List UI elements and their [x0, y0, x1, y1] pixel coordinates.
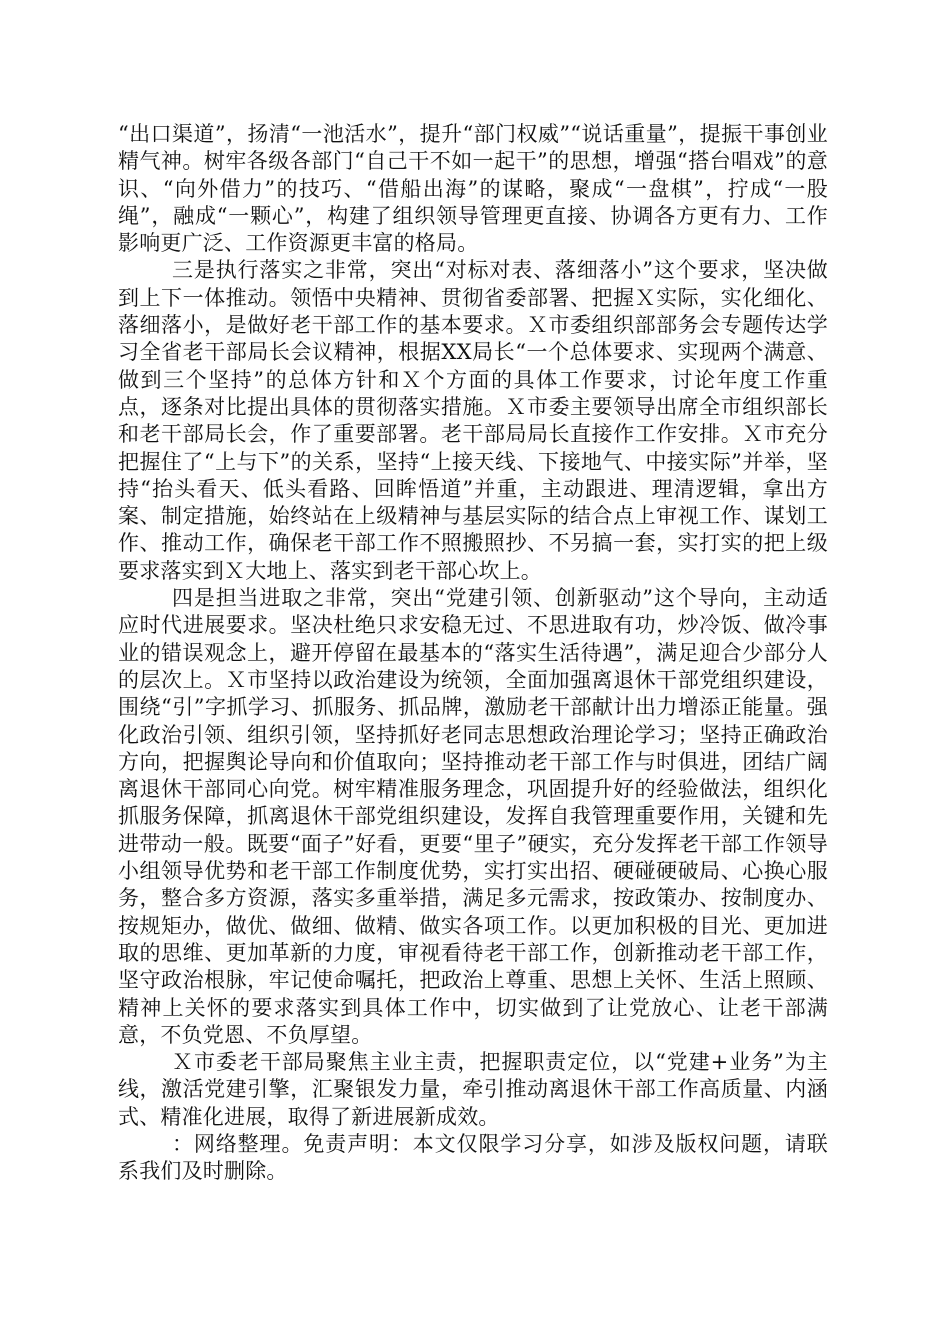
- paragraph-summary: Ｘ市委老干部局聚焦主业主责，把握职责定位，以“党建+业务”为主线，激活党建引擎，汇聚银发力量，牵引推动离退休干部工作高质量、内涵式、精准化进展，取得了新进展新成效。: [118, 1050, 828, 1129]
- paragraph-disclaimer: ：网络整理。免责声明：本文仅限学习分享，如涉及版权问题，请联系我们及时删除。: [118, 1131, 828, 1184]
- paragraph-continuation: “出口渠道”，扬清“一池活水”，提升“部门权威”“说话重量”，提振干事创业精气神。树牢各级各部门“自己干不如一起干”的思想，增强“搭台唱戏”的意识、“向外借力”的技巧、“借船出海”的谋略，聚成“一盘棋”，拧成“一股绳”，融成“一颗心”，构建了组织领导管理更直接、协调各方更有力、工作影响更广泛、工作资源更丰富的格局。: [118, 122, 828, 256]
- paragraph-initiative: 四是担当进取之非常，突出“党建引领、创新驱动”这个导向，主动适应时代进展要求。坚决杜绝只求安稳无过、不思进取有功，炒冷饭、做冷事业的错误观念上，避开停留在最基本的“落实生活待遇”，满足迎合少部分人的层次上。Ｘ市坚持以政治建设为统领，全面加强离退休干部党组织建设，围绕“引”字抓学习、抓服务、抓品牌，激励老干部献计出力增添正能量。强化政治引领、组织引领，坚持抓好老同志思想政治理论学习；坚持正确政治方向，把握舆论导向和价值取向；坚持推动老干部工作与时俱进，团结广阔离退休干部同心向党。树牢精准服务理念，巩固提升好的经验做法，组织化抓服务保障，抓离退休干部党组织建设，发挥自我管理重要作用，关键和先进带动一般。既要“面子”好看，更要“里子”硬实，充分发挥老干部工作领导小组领导优势和老干部工作制度优势，实打实出招、硬碰硬破局、心换心服务，整合多方资源，落实多重举措，满足多元需求，按政策办、按制度办、按规矩办，做优、做细、做精、做实各项工作。以更加积极的目光、更加进取的思维、更加革新的力度，审视看待老干部工作，创新推动老干部工作，坚守政治根脉，牢记使命嘱托，把政治上尊重、思想上关怀、生活上照顾、精神上关怀的要求落实到具体工作中，切实做到了让党放心、让老干部满意，不负党恩、不负厚望。: [118, 586, 828, 1047]
- paragraph-execution: 三是执行落实之非常，突出“对标对表、落细落小”这个要求，坚决做到上下一体推动。领悟中央精神、贯彻省委部署、把握Ｘ实际，实化细化、落细落小，是做好老干部工作的基本要求。Ｘ市委组织部部务会专题传达学习全省老干部局长会议精神，根据XX局长“一个总体要求、实现两个满意、做到三个坚持”的总体方针和Ｘ个方面的具体工作要求，讨论年度工作重点，逐条对比提出具体的贯彻落实措施。Ｘ市委主要领导出席全市组织部长和老干部局长会，作了重要部署。老干部局局长直接作工作安排。Ｘ市充分把握住了“上与下”的关系，坚持“上接天线、下接地气、中接实际”并举，坚持“抬头看天、低头看路、回眸悟道”并重，主动跟进、理清逻辑，拿出方案、制定措施，始终站在上级精神与基层实际的结合点上审视工作、谋划工作、推动工作，确保老干部工作不照搬照抄、不另搞一套，实打实的把上级要求落实到Ｘ大地上、落实到老干部心坎上。: [118, 258, 828, 583]
- document-body: [118, 121, 828, 1186]
